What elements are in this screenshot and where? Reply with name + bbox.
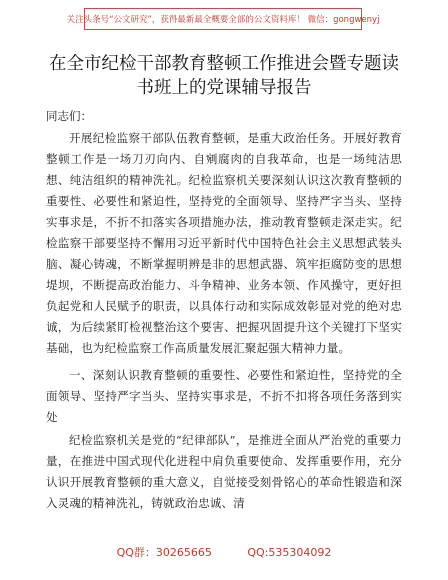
title-line-1: 在全市纪检干部教育整顿工作推进会暨专题读: [49, 54, 399, 74]
greeting: 同志们：: [46, 109, 92, 123]
footer-qq: QQ:535304092: [247, 546, 332, 559]
paragraph-section-1: 纪检监察机关是党的“纪律部队”，是推进全面从严治党的重要力量，在推进中国式现代化进程中肩负重要使命、发挥重要作用，充分认识开展教育整顿的重大意义，自觉接受刻骨铭心的革命性锻造和深入灵魂的精神洗礼，铸就政治忠诚、清: [46, 433, 402, 510]
footer-qq-group: QQ群：30265665: [116, 546, 212, 559]
document-title: [40, 52, 408, 100]
title-line-2: 书班上的党课辅导报告: [136, 78, 312, 98]
document-body: [46, 128, 402, 516]
header-banner: 关注头条号“公文研究”，获得最新最全概要全部的公文资料库！ 微信：gongwenyj: [84, 8, 362, 30]
footer-contact: [0, 544, 448, 560]
paragraph-intro: 开展纪检监察干部队伍教育整顿，是重大政治任务。开展好教育整顿工作是一场刀刃向内、自剜腐肉的自我革命，也是一场纯洁思想、纯洁组织的精神洗礼。纪检监察机关要深刻认识这次教育整顿的重要性、必要性和紧迫性，坚持党的全面领导、坚持严字当头、坚持实事求是，不折不扣落实各项措施办法，推动教育整顿走深走实。纪检监察干部要坚持不懈用习近平新时代中国特色社会主义思想武装头脑、凝心铸魂，不断掌握明辨是非的思想武器、筑牢拒腐防变的思想堤坝，不断提高政治能力、斗争精神、业务本领、作风操守，更好担负起党和人民赋予的职责，以具体行动和实际成效彰显对党的绝对忠诚，为后续紧盯检视整治这个要害、把握巩固提升这个关键打下坚实基础，也为纪检监察工作高质量发展汇聚起强大精神力量。: [46, 131, 402, 355]
section-heading-1: 一、深刻认识教育整顿的重要性、必要性和紧迫性，坚持党的全面领导、坚持严字当头、坚持实事求是，不折不扣将各项任务落到实处: [46, 368, 402, 424]
